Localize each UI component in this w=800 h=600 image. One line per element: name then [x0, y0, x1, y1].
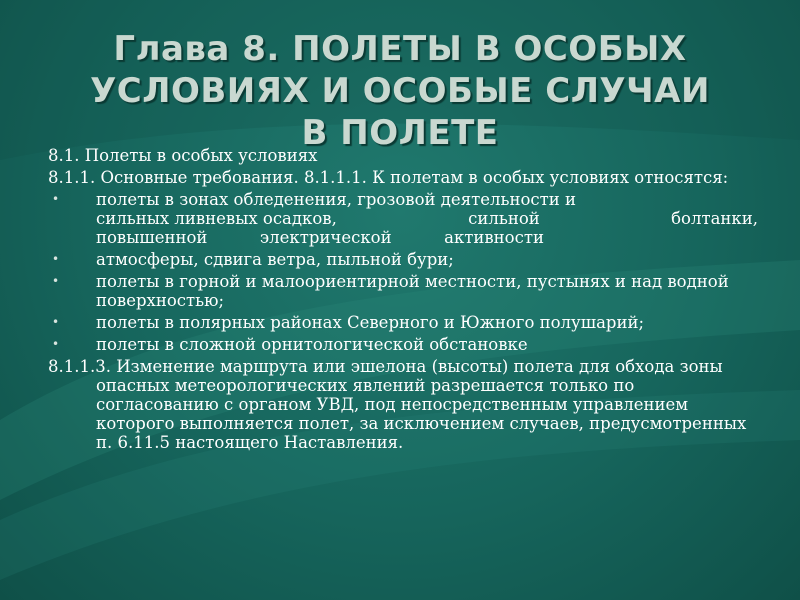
bullet-text: полеты в сложной орнитологической обстановке: [96, 335, 528, 354]
bullet-word: сильной: [468, 209, 540, 228]
bullet-text: атмосферы, сдвига ветра, пыльной бури;: [96, 250, 454, 269]
bullet-text-line: полеты в зонах обледенения, грозовой деятельности и: [96, 190, 576, 209]
bullet-text-line: [96, 209, 758, 228]
list-item: [48, 313, 758, 332]
list-item: [48, 250, 758, 269]
list-item: [48, 272, 758, 310]
bullet-text: полеты в горной и малоориентирной местности, пустынях и над водной поверхностью;: [96, 272, 729, 310]
bullet-text: полеты в полярных районах Северного и Южного полушарий;: [96, 313, 645, 332]
route-change-paragraph: 8.1.1.3. Изменение маршрута или эшелона (высоты) полета для обхода зоны опасных метеорологических явлений разрешается только по согласованию с органом УВД, под непосредственным управлением которого выполняется полет, за исключением случаев, предусмотренных п. 6.11.5 настоящего Наставления.: [48, 357, 747, 452]
bullet-word: активности: [444, 228, 544, 247]
title-line-3: В ПОЛЕТЕ: [301, 113, 499, 153]
bullet-word: электрической: [259, 228, 392, 247]
list-item: [48, 335, 758, 354]
slide-title: [20, 28, 780, 154]
bullet-word: болтанки,: [671, 209, 758, 228]
bullet-icon: •: [52, 315, 60, 329]
section-heading: 8.1. Полеты в особых условиях: [48, 146, 318, 165]
bullet-icon: •: [52, 274, 60, 288]
title-line-1: Глава 8. ПОЛЕТЫ В ОСОБЫХ: [113, 29, 687, 69]
bullet-text-line: [96, 228, 544, 247]
slide-body: [48, 146, 758, 455]
list-item: [48, 190, 758, 247]
requirements-paragraph: 8.1.1. Основные требования. 8.1.1.1. К полетам в особых условиях относятся:: [48, 168, 729, 187]
bullet-word: повышенной: [96, 228, 208, 247]
bullet-word: сильных ливневых осадков,: [96, 209, 337, 228]
title-line-2: УСЛОВИЯХ И ОСОБЫЕ СЛУЧАИ: [90, 71, 710, 111]
bullet-icon: •: [52, 192, 60, 206]
bullet-icon: •: [52, 337, 60, 351]
bullet-icon: •: [52, 252, 60, 266]
